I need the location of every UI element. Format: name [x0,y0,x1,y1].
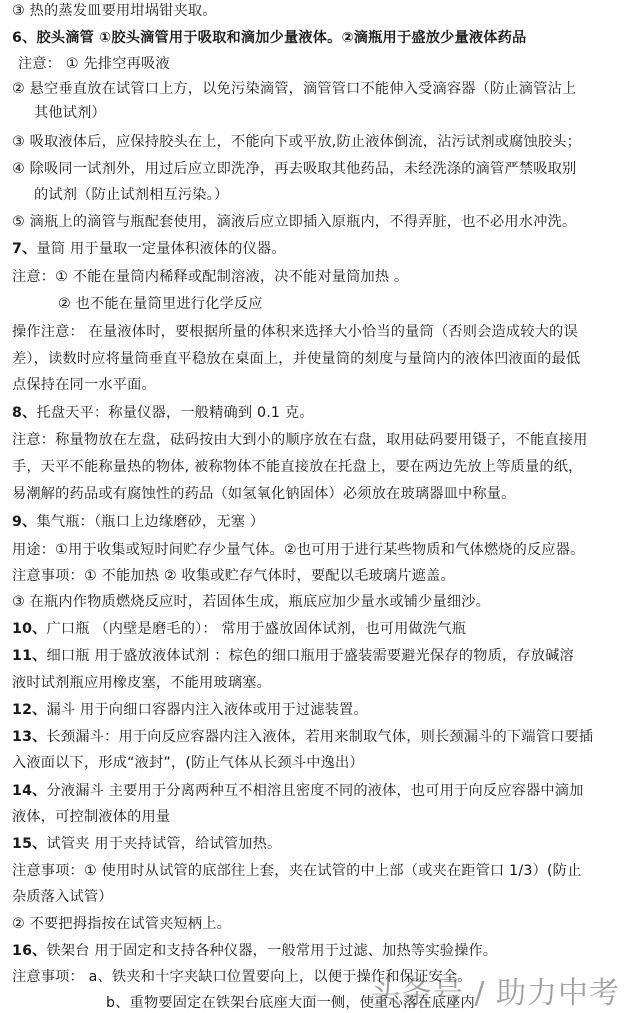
text-line-18: 手，天平不能称量热的物体, 被称物体不能直接放在托盘上，要在两边先放上等质量的纸， [12,459,583,475]
text-line-31: 液体，可控制液体的用量 [12,809,171,825]
section-number: 6、 [12,30,37,46]
section-number: 8、 [12,405,37,421]
heading-dropper [12,29,632,47]
section-text: 量筒 用于量取一定量体积液体的仪器。 [36,241,286,257]
section-text: 分液漏斗 主要用于分离两种互不相溶且密度不同的液体，也可用于向反应容器中滴加 [46,783,584,799]
watermark: 头条号 / 助力中考 [370,976,620,1011]
text-line-12: ② 也不能在量筒里进行化学反应 [58,296,263,312]
heading-test-tube-holder [12,835,632,853]
text-line-22: 注意事项：① 不能加热 ② 收集或贮存气体时，要配以毛玻璃片遮盖。 [12,568,455,584]
text-line-19: 易潮解的药品或有腐蚀性的药品（如氢氧化钠固体）必须放在玻璃器皿中称量。 [12,486,516,502]
text-line-11: 注意：① 不能在量筒内稀释或配制溶液，决不能对量筒加热 。 [12,269,409,285]
text-line-1: ③ 热的蒸发皿要用坩埚钳夹取。 [12,3,217,19]
section-number: 13、 [12,729,47,745]
heading-wide-mouth-bottle [12,620,632,638]
text-line-14: 差），读数时应将量筒垂直平稳放在桌面上，并使量筒的刻度与量筒内的液体凹液面的最低 [12,351,581,367]
text-line-37: 注意事项： a、铁夹和十字夹缺口位置要向上，以便于操作和保证安全。 [12,969,472,985]
text-line-8: 的试剂（防止试剂相互污染。） [34,187,229,203]
heading-funnel [12,701,632,719]
section-number: 12、 [12,702,47,718]
text-line-7: ④ 除吸同一试剂外，用过后应立即洗净，再去吸取其他药品，未经洗涤的滴管严禁吸取别 [12,161,577,177]
section-text: 广口瓶 （内壁是磨毛的）： 常用于盛放固体试剂，也可用做洗气瓶 [46,621,467,637]
text-line-29: 入液面以下，形成“液封”，(防止气体从长颈斗中逸出） [12,755,364,771]
text-line-23: ③ 在瓶内作物质燃烧反应时，若固体生成，瓶底应加少量水或铺少量细沙。 [12,594,491,610]
section-text: 集气瓶：（瓶口上边缘磨砂，无塞 ） [36,514,265,530]
section-text: 漏斗 用于向细口容器内注入液体或用于过滤装置。 [46,702,368,718]
heading-narrow-mouth-bottle [12,647,632,665]
text-line-35: ② 不要把拇指按在试管夹短柄上。 [12,916,232,932]
text-line-5: 其他试剂） [34,105,106,121]
text-line-15: 点保持在同一水平面。 [12,377,156,393]
section-number: 10、 [12,621,47,637]
section-text: 长颈漏斗：用于向反应容器内注入液体，若用来制取气体，则长颈漏斗的下端管口要插 [46,729,594,745]
text-line-21: 用途：①用于收集或短时间贮存少量气体。②也可用于进行某些物质和气体燃烧的反应器。 [12,542,585,558]
section-text: 细口瓶 用于盛放液体试剂 ：棕色的细口瓶用于盛装需要避光保存的物质，存放碱溶 [46,648,574,664]
section-text: 托盘天平：称量仪器，一般精确到 0.1 克。 [36,405,314,421]
text-line-34: 杂质落入试管） [12,889,113,905]
heading-iron-stand [12,942,632,960]
text-line-3: 注意： ① 先排空再吸液 [18,56,170,72]
heading-long-neck-funnel [12,728,632,746]
section-number: 7、 [12,241,37,257]
heading-gas-jar [12,513,632,531]
text-line-9: ⑤ 滴瓶上的滴管与瓶配套使用，滴液后应立即插入原瓶内，不得弄脏，也不必用水冲洗。 [12,214,577,230]
heading-separatory-funnel [12,782,632,800]
section-text: 铁架台 用于固定和支持各种仪器，一般常用于过滤、加热等实验操作。 [46,943,498,959]
section-number: 11、 [12,648,47,664]
text-line-33: 注意事项：① 使用时从试管的底部往上套，夹在试管的中上部（或夹在距管口 1/3）(防止 [12,863,582,879]
heading-balance [12,404,632,422]
section-text: 试管夹 用于夹持试管，给试管加热。 [46,836,282,852]
section-number: 16、 [12,943,47,959]
text-line-38: b、重物要固定在铁架台底座大面一侧，使重心落在底座内 [106,995,475,1011]
text-line-4: ② 悬空垂直放在试管口上方，以免污染滴管，滴管管口不能伸入受滴容器（防止滴管沾上 [12,81,577,97]
section-number: 15、 [12,836,47,852]
text-line-6: ③ 吸取液体后，应保持胶头在上，不能向下或平放,防止液体倒流，沾污试剂或腐蚀胶头； [12,134,582,150]
section-text: 胶头滴管 ①胶头滴管用于吸取和滴加少量液体。②滴瓶用于盛放少量液体药品 [36,30,527,46]
text-line-13: 操作注意： 在量液体时，要根据所量的体积来选择大小恰当的量筒（否则会造成较大的误 [12,324,578,340]
section-number: 9、 [12,514,37,530]
text-line-17: 注意：称量物放在左盘，砝码按由大到小的顺序放在右盘，取用砝码要用镊子，不能直接用 [12,432,588,448]
section-number: 14、 [12,783,47,799]
heading-graduated-cylinder [12,240,632,258]
text-line-26: 液时试剂瓶应用橡皮塞，不能用玻璃塞。 [12,675,271,691]
